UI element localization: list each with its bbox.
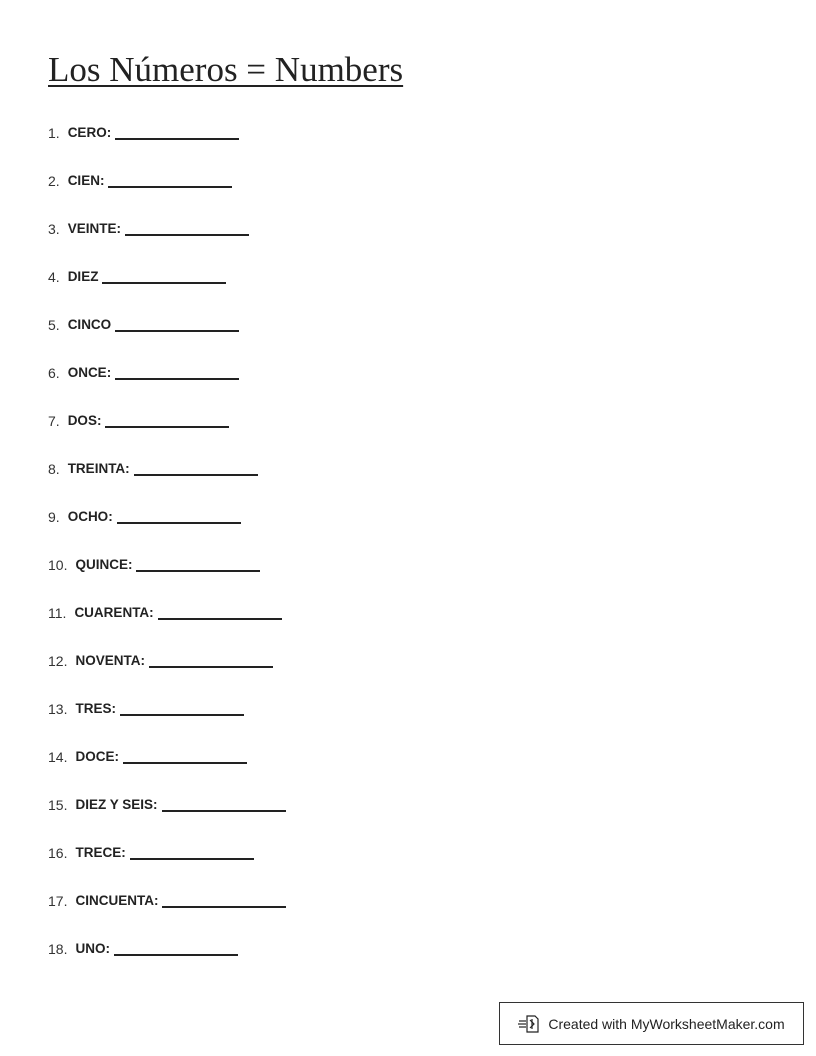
item-word: CIEN: [67, 173, 105, 188]
item-word: OCHO: [67, 509, 113, 524]
item-number: 4. [48, 269, 60, 285]
answer-blank[interactable] [162, 889, 286, 908]
item-number: 10. [48, 557, 68, 573]
answer-blank[interactable] [115, 313, 239, 332]
list-item [48, 457, 286, 505]
list-item [48, 841, 286, 889]
list-item [48, 409, 286, 457]
item-number: 7. [48, 413, 60, 429]
item-number: 15. [48, 797, 68, 813]
list-item [48, 697, 286, 745]
list-item [48, 937, 286, 985]
list-item [48, 793, 286, 841]
worksheet-maker-logo-icon [518, 1013, 542, 1035]
answer-blank[interactable] [105, 409, 229, 428]
worksheet-title: Los Números = Numbers [48, 50, 404, 89]
answer-blank[interactable] [130, 841, 254, 860]
answer-blank[interactable] [125, 217, 249, 236]
list-item [48, 601, 286, 649]
item-number: 3. [48, 221, 60, 237]
answer-blank[interactable] [158, 601, 282, 620]
item-word: VEINTE: [67, 221, 121, 236]
list-item [48, 361, 286, 409]
item-word: QUINCE: [75, 557, 133, 572]
answer-blank[interactable] [123, 745, 247, 764]
answer-blank[interactable] [108, 169, 232, 188]
item-number: 16. [48, 845, 68, 861]
answer-blank[interactable] [102, 265, 226, 284]
item-word: UNO: [75, 941, 110, 956]
item-word: ONCE: [67, 365, 112, 380]
list-item [48, 169, 286, 217]
item-word: DIEZ [67, 269, 99, 284]
list-item [48, 505, 286, 553]
answer-blank[interactable] [115, 121, 239, 140]
item-word: TRES: [75, 701, 116, 716]
item-number: 8. [48, 461, 60, 477]
answer-blank[interactable] [120, 697, 244, 716]
item-word: DIEZ Y SEIS: [75, 797, 158, 812]
list-item [48, 313, 286, 361]
list-item [48, 553, 286, 601]
item-number: 17. [48, 893, 68, 909]
item-number: 5. [48, 317, 60, 333]
item-number: 6. [48, 365, 60, 381]
item-word: TRECE: [75, 845, 126, 860]
answer-blank[interactable] [162, 793, 286, 812]
item-word: CINCO [67, 317, 112, 332]
list-item [48, 265, 286, 313]
item-word: CINCUENTA: [75, 893, 159, 908]
list-item [48, 121, 286, 169]
item-word: CERO: [67, 125, 112, 140]
item-number: 13. [48, 701, 68, 717]
item-word: DOS: [67, 413, 102, 428]
created-with-badge[interactable] [499, 1002, 804, 1045]
item-word: NOVENTA: [75, 653, 145, 668]
answer-blank[interactable] [115, 361, 239, 380]
item-number: 9. [48, 509, 60, 525]
item-word: TREINTA: [67, 461, 130, 476]
item-number: 12. [48, 653, 68, 669]
answer-blank[interactable] [149, 649, 273, 668]
item-number: 11. [48, 605, 67, 621]
created-with-text: Created with MyWorksheetMaker.com [548, 1015, 785, 1032]
list-item [48, 745, 286, 793]
item-word: CUARENTA: [74, 605, 154, 620]
item-number: 14. [48, 749, 68, 765]
list-item [48, 649, 286, 697]
list-item [48, 217, 286, 265]
item-number: 18. [48, 941, 68, 957]
answer-blank[interactable] [114, 937, 238, 956]
list-item [48, 889, 286, 937]
item-number: 2. [48, 173, 60, 189]
item-number: 1. [48, 125, 60, 141]
vocabulary-list [48, 121, 286, 985]
answer-blank[interactable] [117, 505, 241, 524]
item-word: DOCE: [75, 749, 119, 764]
answer-blank[interactable] [134, 457, 258, 476]
answer-blank[interactable] [136, 553, 260, 572]
